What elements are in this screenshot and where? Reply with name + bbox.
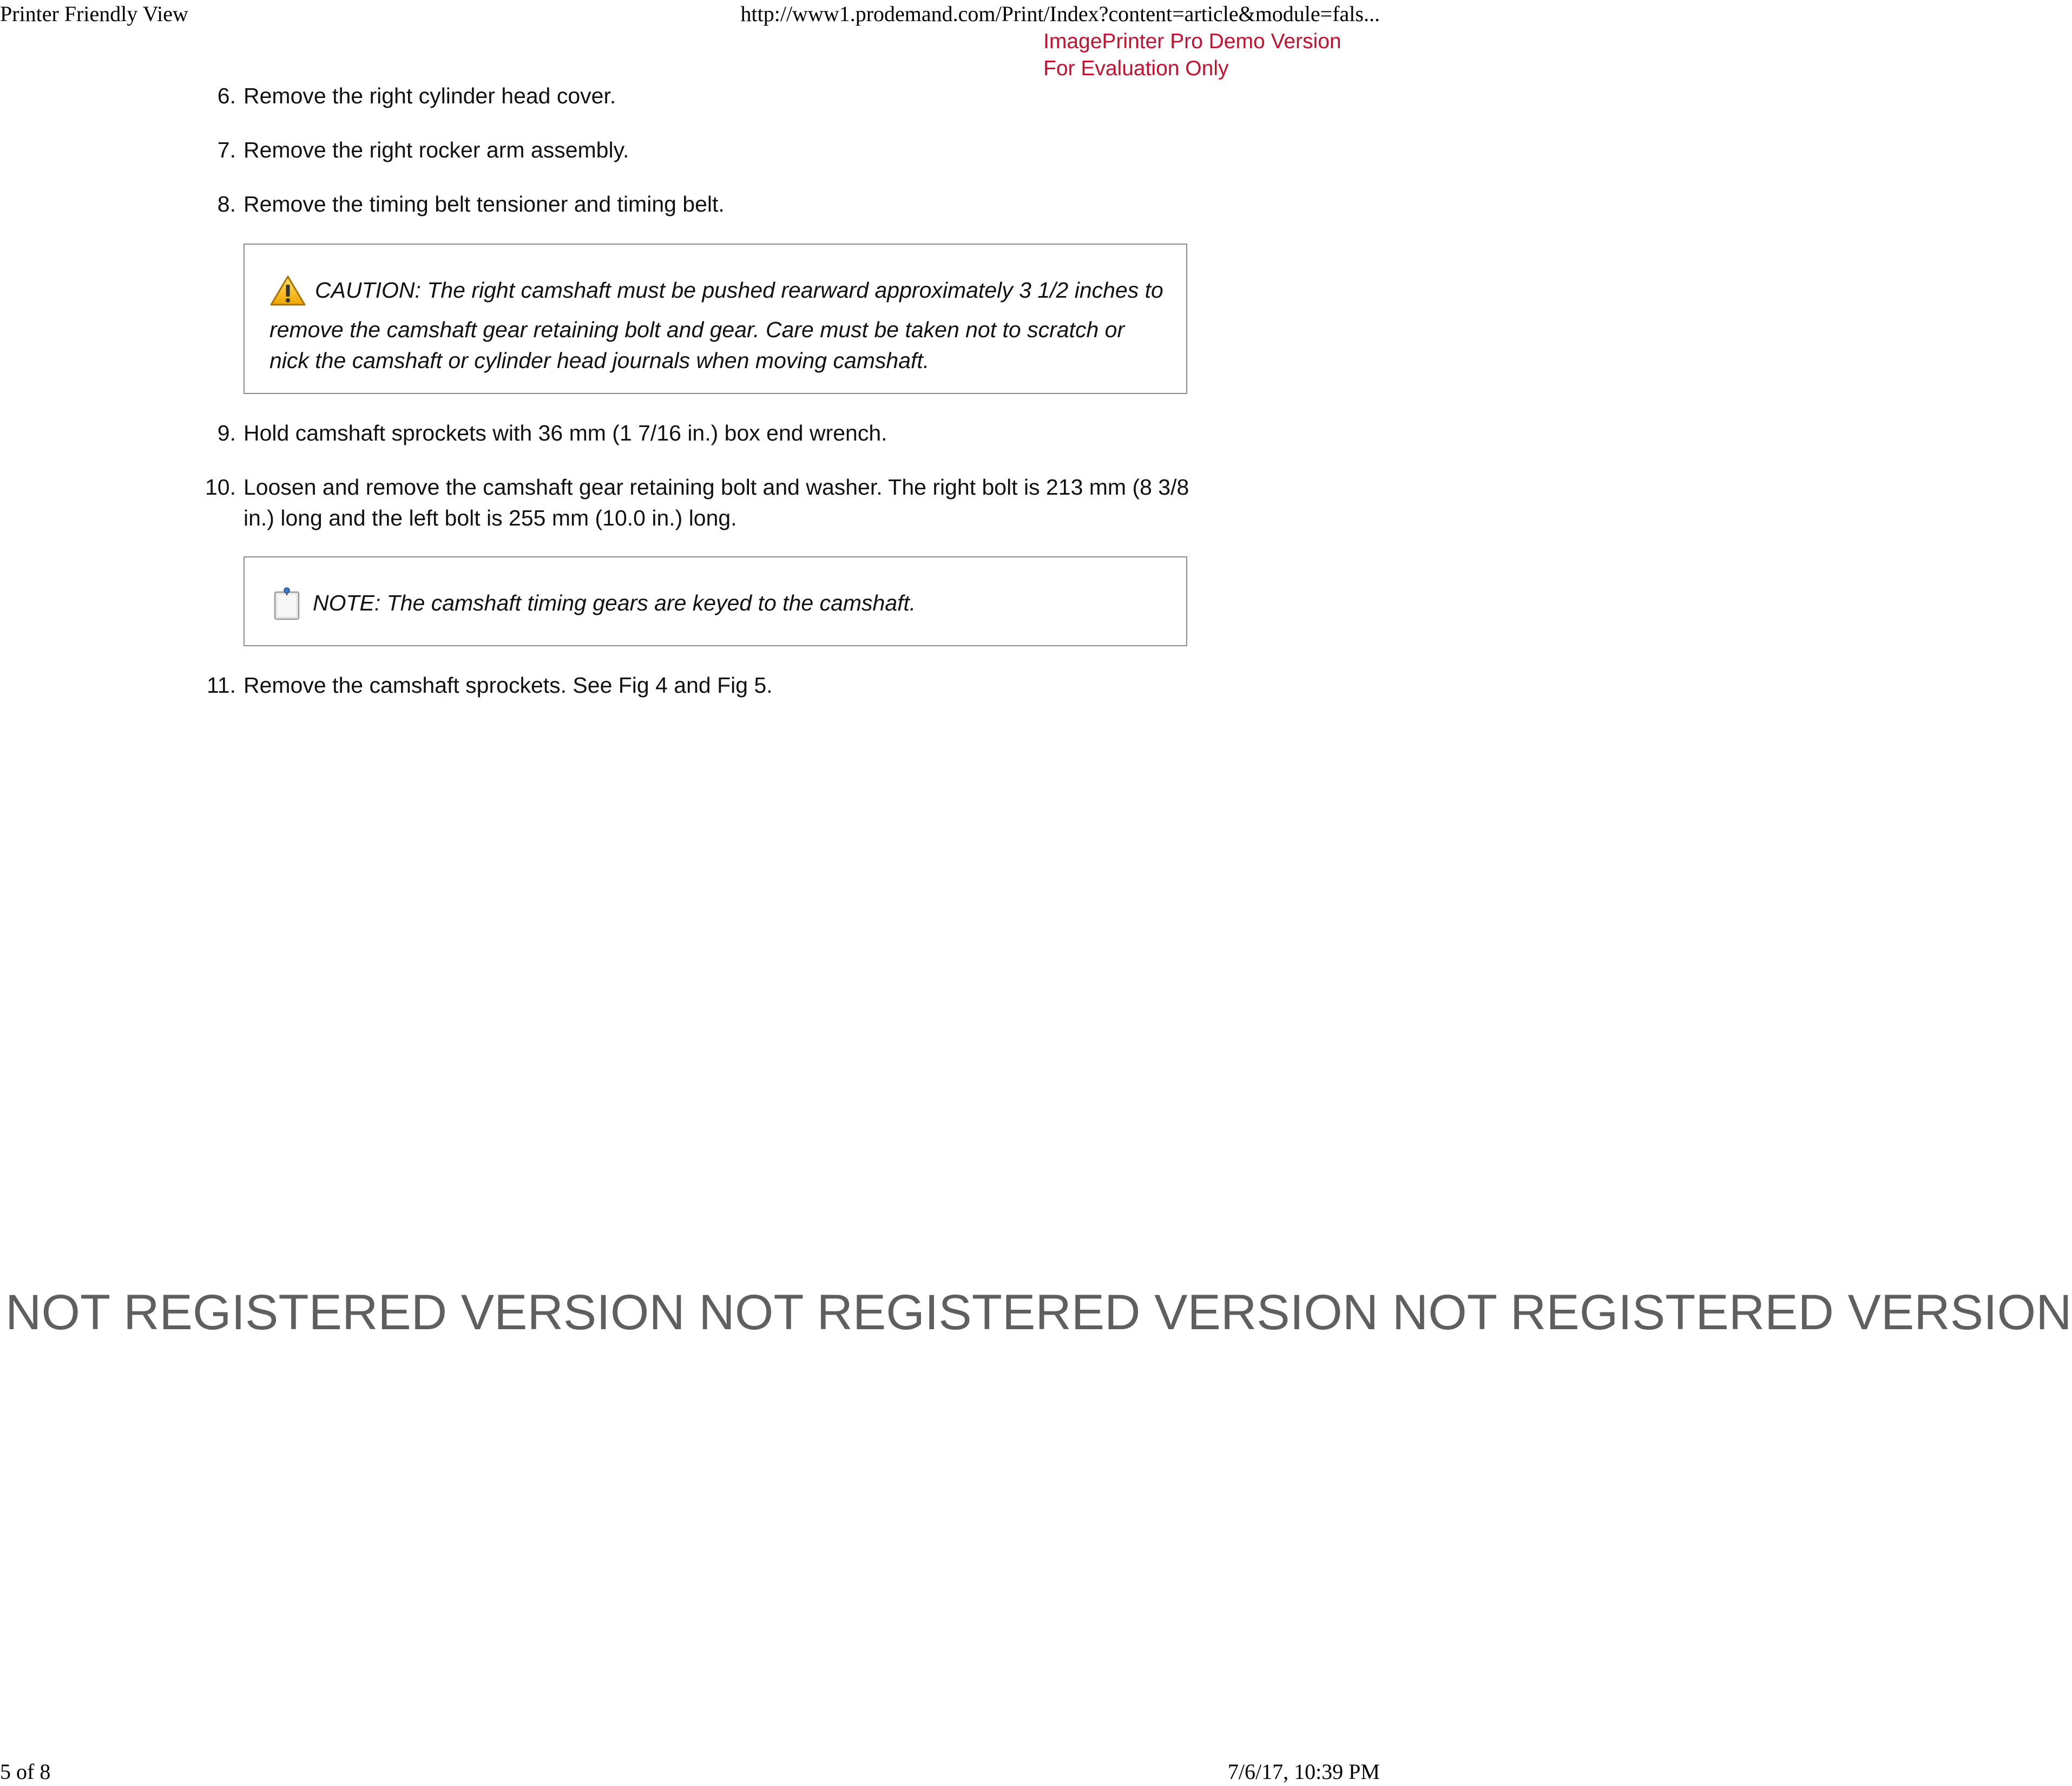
procedure-step [207, 670, 1218, 701]
print-footer-page-count: 5 of 8 [0, 1759, 51, 1784]
print-header-title: Printer Friendly View [0, 2, 188, 26]
note-text: NOTE: The camshaft timing gears are keyed to the camshaft. [313, 590, 916, 615]
step-number: 11. [207, 673, 236, 698]
step-number: 9. [217, 421, 236, 445]
step-text: Remove the right rocker arm assembly. [244, 137, 629, 162]
procedure-step [217, 81, 1218, 111]
step-text: Hold camshaft sprockets with 36 mm (1 7/16 in.) box end wrench. [244, 421, 887, 445]
demo-watermark-line-1: ImagePrinter Pro Demo Version [1043, 30, 1341, 53]
procedure-step [205, 472, 1218, 534]
step-text: Remove the camshaft sprockets. See Fig 4 and Fig 5. [244, 673, 773, 698]
step-text: Remove the timing belt tensioner and timing belt. [244, 192, 725, 216]
step-number: 8. [217, 192, 236, 216]
procedure-step [217, 418, 1218, 449]
step-text: Loosen and remove the camshaft gear retaining bolt and washer. The right bolt is 213 mm (8 3/8 in.) long and the left bolt is 255 mm (10.0 in.) long. [244, 475, 1189, 530]
demo-watermark-line-2: For Evaluation Only [1043, 57, 1229, 80]
step-number: 7. [217, 137, 236, 162]
note-box [244, 556, 1187, 646]
procedure-step [217, 189, 1218, 220]
print-footer-timestamp: 7/6/17, 10:39 PM [1227, 1759, 1380, 1784]
caution-box [244, 244, 1187, 394]
step-text: Remove the right cylinder head cover. [244, 83, 616, 108]
step-number: 6. [217, 83, 236, 108]
not-registered-watermark: NOT REGISTERED VERSION NOT REGISTERED VERSION NOT REGISTERED VERSION [5, 1285, 2072, 1340]
note-pad-icon [269, 588, 304, 628]
caution-text: CAUTION: The right camshaft must be pushed rearward approximately 3 1/2 inches to remove the camshaft gear retaining bolt and gear. Care must be taken not to scratch or nick the camshaft or cylinder head journals when moving camshaft. [269, 278, 1163, 373]
step-number: 10. [205, 475, 236, 500]
procedure-step [217, 135, 1218, 166]
warning-triangle-icon [269, 275, 306, 314]
demo-version-watermark [1043, 28, 1341, 82]
print-header-url: http://www1.prodemand.com/Print/Index?content=article&module=fals... [740, 2, 1380, 26]
